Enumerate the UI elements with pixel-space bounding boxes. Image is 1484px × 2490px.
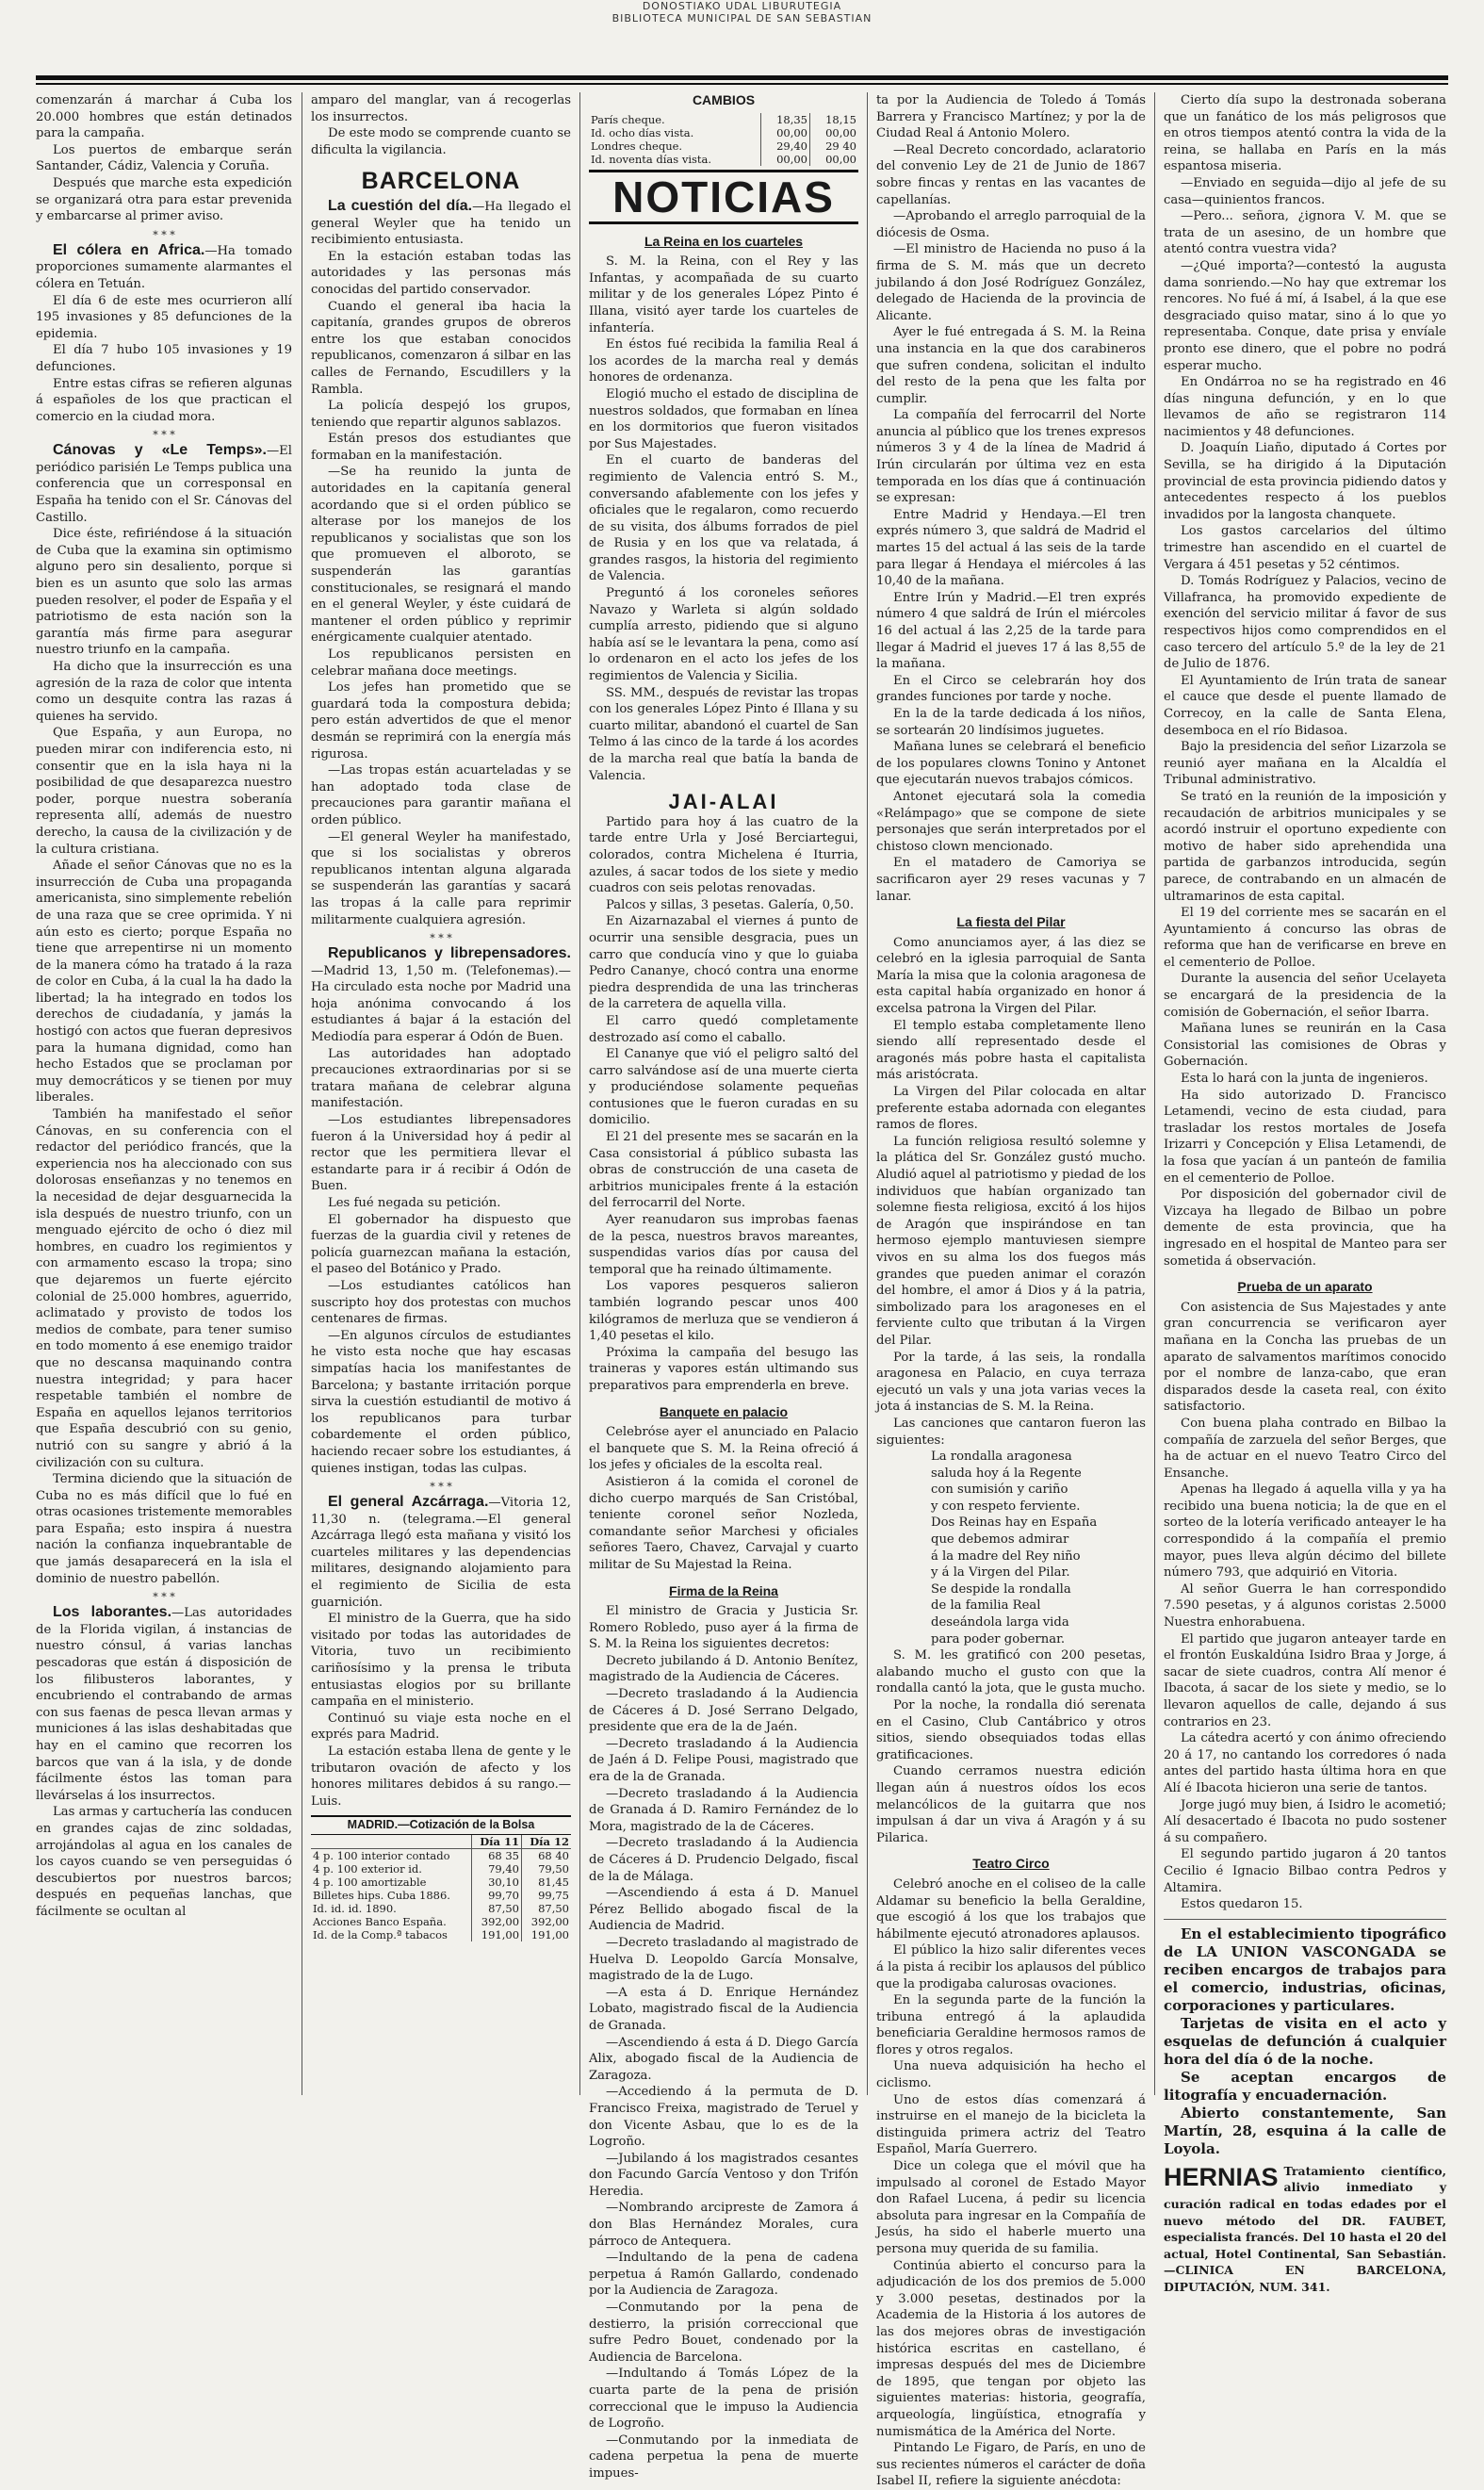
- heading-republicanos: Republicanos y librepensadores.: [328, 945, 571, 962]
- paragraph: Cierto día supo la destronada soberana que un fanático de los más peligrosos que en otros tiempos atentó contra la vida de la reina, se hallaba en París en la más espantosa miseria.: [1164, 93, 1446, 174]
- cambios-cell: Londres cheque.: [591, 139, 683, 153]
- heading-teatro: Teatro Circo: [972, 1856, 1050, 1872]
- paragraph: Preguntó á los coroneles señores Navazo y Warleta si algún soldado cumplía arresto, pidiendo que si alguno había así se le levantara la pena, como así lo ordenaron en el acto los jefes de los regimientos de Valencia y Sicilia.: [589, 586, 858, 684]
- column-separator: [867, 92, 868, 2095]
- article-republicanos: Republicanos y librepensadores.—Madrid 13, 1,50 m. (Telefonemas).—Ha circulado esta noche por Madrid una hoja anónima convocando á los estudiantes á bajar á la estación del Mediodía para esperar á Odón de Buen.: [311, 945, 571, 1045]
- paragraph: —Accediendo á la permuta de D. Francisco Freixa, magistrado de Teruel y don Vicente Asbau, que lo es de la Logroño.: [589, 2085, 858, 2150]
- bolsa-row: [311, 1848, 571, 1862]
- paragraph: El día 6 de este mes ocurrieron allí 195 invasiones y 85 defunciones de la epidemia.: [36, 293, 292, 341]
- bolsa-header-row: [311, 1835, 571, 1849]
- paragraph: En el Circo se celebrarán hoy dos grandes funciones por tarde y noche.: [876, 673, 1146, 705]
- paragraph: Con buena plaha contrado en Bilbao la compañía de zarzuela del señor Berges, que ha de actuar en el nuevo Teatro Circo del Ensanche.: [1164, 1416, 1446, 1481]
- bolsa-cell: 79,40: [471, 1862, 521, 1876]
- paragraph: El Cananye que vió el peligro saltó del carro salvándose así de una muerte cierta y produciéndose solamente pequeñas contusiones que le fueron curadas en su domicilio.: [589, 1047, 858, 1128]
- paragraph: Estos quedaron 15.: [1181, 1897, 1303, 1912]
- bolsa-cell: Acciones Banco España.: [313, 1914, 447, 1928]
- paragraph: El ministro de la Guerra, que ha sido visitado por todas las autoridades de Vitoria, tuvo un recibimiento cariñosísimo y la prensa le tributa entusiastas elogios por su brillante campaña en el ministerio.: [311, 1612, 571, 1710]
- bolsa-cell: Id. de la Comp.ª tabacos: [313, 1927, 448, 1941]
- paragraph: Ayer le fué entregada á S. M. la Reina una instancia en la que dos carabineros que sufren condena, solicitan el indulto del resto de la pena que les falta por cumplir.: [876, 325, 1146, 406]
- paragraph: Elogió mucho el estado de disciplina de nuestros soldados, que formaban en línea en los dormitorios que fueron visitados por Sus Majestades.: [589, 386, 858, 451]
- bolsa-cell: 191,00: [471, 1928, 521, 1941]
- heading-azcarraga: El general Azcárraga.: [328, 1494, 489, 1511]
- paragraph: —El ministro de Hacienda no puso á la firma de S. M. más que un decreto jubilando á don José Rodríguez González, delegado de Hacienda de la provincia de Alicante.: [876, 242, 1146, 323]
- paragraph: Entre Madrid y Hendaya.—El tren exprés número 3, que saldrá de Madrid el martes 15 del actual á las seis de la tarde para llegar á Hendaya el miércoles á las 10,40 de la mañana.: [876, 507, 1146, 589]
- cambios-row: [589, 139, 858, 153]
- paragraph: La cátedra acertó y con ánimo ofreciendo 20 á 17, no cantando los corredores ó nada antes del partido hasta última hora en que Alí é Ibacota hicieron una serie de tantos.: [1164, 1731, 1446, 1795]
- paragraph: En Aizarnazabal el viernes á punto de ocurrir una sensible desgracia, pues un carro que conducía vino y que lo guiaba Pedro Cananye, chocó contra una enorme piedra desprendida de una las trincheras de la carretera de aquella villa.: [589, 914, 858, 1012]
- paragraph: En la segunda parte de la función la tribuna entregó á la aplaudida beneficiaria Geraldine hermosos ramos de flores y otros regalos.: [876, 1993, 1146, 2057]
- bolsa-row: [311, 1876, 571, 1889]
- column-4: [876, 92, 1146, 2489]
- paragraph: —Indultando de la pena de cadena perpetua á Ramón Gallardo, condenado por la Audiencia de Zaragoza.: [589, 2251, 858, 2299]
- verse-line: para poder gobernar.: [931, 1631, 1066, 1646]
- ad-direccion: Abierto constantemente, San Martín, 28, esquina á la calle de Loyola.: [1164, 2104, 1446, 2157]
- bolsa-cell: 4 p. 100 amortizable: [313, 1875, 427, 1889]
- column-separator: [579, 92, 580, 2095]
- column-2: [311, 92, 571, 2090]
- verse-line: saluda hoy á la Regente: [931, 1466, 1082, 1481]
- cambios-row: [589, 153, 858, 166]
- paragraph: Por la tarde, á las seis, la rondalla aragonesa en Palacio, en cuya terraza ejecutó un vals y una jota varias veces la jota á instancias de S. M. la Reina.: [876, 1350, 1146, 1415]
- masthead: [0, 0, 1484, 28]
- section-stars: * * *: [153, 429, 175, 442]
- article-laborantes: Los laborantes.—Las autoridades de la Florida vigilan, á instancias de nuestro cónsul, á varias lanchas pescadoras que están á disposición de los filibusteros laborantes, y encubriendo el contrabando de armas con sus faenas de pesca llevan armas y municiones á las islas deshabitadas que hay en el camino que recorren los barcos que van á la isla, y de donde fácilmente éstos las toman para llevárselas á los insurrectos.: [36, 1604, 293, 1803]
- paragraph: Decreto jubilando á D. Antonio Benítez, magistrado de la Audiencia de Cáceres.: [589, 1653, 858, 1685]
- paragraph: El templo estaba completamente lleno siendo allí representado desde el aragonés más pobre hasta el capitalista más aristócrata.: [876, 1018, 1146, 1083]
- bolsa-cell: 79,50: [522, 1862, 571, 1876]
- hernias-text: Tratamiento científico, alivio inmediato y curación radical en todas edades por el nuevo método del DR. FAUBET, especialista francés. Del 10 hasta el 20 del actual, Hotel Continental, San Sebastián.—CLINICA EN BARCELONA, DIPUTACIÓN, NUM. 341.: [1164, 2163, 1446, 2294]
- section-heading-barcelona: BARCELONA: [361, 168, 521, 195]
- heading-canovas: Cánovas y «Le Temps».: [53, 442, 267, 459]
- paragraph: Por disposición del gobernador civil de Vizcaya ha llegado de Bilbao un pobre demente de esta provincia, que ha ingresado en el hospital de Manteo para ser sometida á observación.: [1164, 1188, 1446, 1269]
- paragraph: —Los estudiantes católicos han suscripto hoy dos protestas con muchos centenares de firmas.: [311, 1278, 571, 1327]
- paragraph: El Ayuntamiento de Irún trata de sanear el cauce que desde el puente llamado de Correcoy, en la calle de Santa Elena, desemboca en el río Bidasoa.: [1164, 673, 1446, 738]
- heading-banquete: Banquete en palacio: [659, 1403, 789, 1419]
- verse-line: que debemos admirar: [931, 1532, 1069, 1548]
- bolsa-row: [311, 1928, 571, 1941]
- paragraph: Ayer reanudaron sus improbas faenas de la pesca, nuestros bravos mareantes, suspendidas varios días por causa del temporal que ha reinado últimamente.: [589, 1213, 858, 1277]
- cambios-row: [589, 113, 858, 126]
- masthead-line2: BIBLIOTECA MUNICIPAL DE SAN SEBASTIAN: [612, 12, 872, 25]
- paragraph: El 21 del presente mes se sacarán en la Casa consistorial á público subasta las obras de construcción de una caseta de arbitrios municipales frente á la estación del ferrocarril del Norte.: [589, 1130, 858, 1211]
- bolsa-cell: 99,75: [522, 1889, 571, 1902]
- section-stars: * * *: [153, 1591, 175, 1604]
- column-5: [1164, 92, 1446, 2294]
- paragraph: —Decreto trasladando al magistrado de Huelva D. Leopoldo García Monsalve, magistrado de la de Lugo.: [589, 1935, 858, 1984]
- bolsa-cell: Id. id. id. 1890.: [313, 1901, 397, 1915]
- paragraph: En éstos fué recibida la familia Real á los acordes de la marcha real y demás honores de ordenanza.: [589, 337, 858, 385]
- paragraph: Termina diciendo que la situación de Cuba no es más difícil que lo fué en otras ocasiones tristemente memorables para España; esto inspira á nuestra nación la confianza inquebrantable de que jamás desaparecerá en la isla el dominio de nuestro pabellón.: [36, 1472, 292, 1586]
- bolsa-cell: 191,00: [522, 1928, 571, 1941]
- verse-line: con sumisión y cariño: [931, 1483, 1068, 1498]
- heading-cuestion: La cuestión del día.: [328, 197, 473, 214]
- cambios-cell: 00,00: [810, 153, 859, 166]
- heading-colera: El cólera en Africa.: [53, 241, 205, 258]
- paragraph: —Aprobando el arreglo parroquial de la diócesis de Osma.: [876, 209, 1146, 240]
- paragraph: El ministro de Gracia y Justicia Sr. Romero Robledo, puso ayer á la firma de S. M. la Reina los siguientes decretos:: [589, 1604, 858, 1652]
- paragraph: Les fué negada su petición.: [328, 1196, 501, 1210]
- paragraph: En el matadero de Camoriya se sacrificaron ayer 29 reses vacunas y 7 lanar.: [876, 856, 1146, 904]
- cambios-cell: 00,00: [810, 126, 859, 139]
- heading-firma: Firma de la Reina: [669, 1582, 778, 1598]
- paragraph: —En algunos círculos de estudiantes he visto esta noche que hay escasas simpatías hacia los manifestantes de Barcelona; y bastante irritación porque sirva la cuestión estudiantil de motivo á los republicanos para turbar cobardemente el orden público, haciendo recaer sobre los estudiantes, á quienes instigan, todas las culpas.: [311, 1328, 571, 1476]
- bolsa-cell: 392,00: [522, 1915, 571, 1928]
- cambios-cell: 00,00: [760, 153, 809, 166]
- paragraph: Palcos y sillas, 3 pesetas. Galería, 0,50.: [606, 897, 855, 912]
- section-stars: * * *: [430, 932, 452, 945]
- paragraph: El día 7 hubo 105 invasiones y 19 defunciones.: [36, 343, 292, 374]
- paragraph: Uno de estos días comenzará á instruirse en el manejo de la bicicleta la distinguida primera actriz del Teatro Español, María Guerrero.: [876, 2092, 1146, 2157]
- paragraph: —A esta á D. Enrique Hernández Lobato, magistrado fiscal de la Audiencia de Granada.: [589, 1985, 858, 2033]
- paragraph: La estación estaba llena de gente y le tributaron ovación de afecto y los honores militares debidos á su rango.—Luis.: [311, 1745, 571, 1809]
- bolsa-cell: 68 40: [522, 1848, 571, 1862]
- cambios-table: [589, 113, 858, 166]
- paragraph: Dice éste, refiriéndose á la situación de Cuba que la examina sin optimismo alguno pero sin desaliento, porque si bien es un asunto que solo las armas pueden resolver, el poder de España y el patriotismo de esta nación son la garantía más firme para asegurar nuestro triunfo en la campaña.: [36, 527, 292, 658]
- verse-line: La rondalla aragonesa: [931, 1450, 1072, 1465]
- bolsa-header-cell: Día 12: [522, 1835, 571, 1849]
- ad-divider: [1164, 1919, 1446, 1920]
- cambios-cell: Id. ocho días vista.: [591, 125, 694, 139]
- masthead-line1: DONOSTIAKO UDAL LIBURUTEGIA: [642, 0, 842, 12]
- paragraph: Ha dicho que la insurrección es una agresión de la raza de color que intenta como un desquite contra las razas á quienes ha servido.: [36, 660, 292, 724]
- paragraph: Antonet ejecutará sola la comedia «Relámpago» que se compone de siete personajes que serán interpretados por el chistoso clown mencionado.: [876, 789, 1146, 854]
- bolsa-cell: 68 35: [471, 1848, 521, 1862]
- bolsa-cell: 30,10: [471, 1876, 521, 1889]
- paragraph: Asistieron á la comida el coronel de dicho cuerpo marqués de San Cristóbal, teniente coronel señor Nozleda, comandante señor Marchesi y oficiales señores Taero, Chavez, Carvajal y cuarto militar de Su Majestad la Reina.: [589, 1474, 858, 1572]
- heading-reina: La Reina en los cuarteles: [644, 233, 804, 249]
- paragraph: El público la hizo salir diferentes veces á la pista á recibir los aplausos del público que la prodigaba calurosas ovaciones.: [876, 1943, 1146, 1991]
- ad-litografia: Se aceptan encargos de litografía y encuadernación.: [1164, 2068, 1446, 2104]
- verse-line: Dos Reinas hay en España: [931, 1515, 1098, 1531]
- section-stars: * * *: [153, 228, 175, 241]
- paragraph: La compañía del ferrocarril del Norte anuncia al público que los trenes expresos números 3 y 4 de la línea de Madrid á Irún circularán por última vez en esta temporada en los días que á continuación se expresan:: [876, 408, 1146, 506]
- paragraph: Después que marche esta expedición se organizará otra para estar prevenida y embarcarse al primer aviso.: [36, 175, 292, 224]
- paragraph: El gobernador ha dispuesto que fuerzas de la guardia civil y retenes de policía guarnezcan mañana la estación, el paseo del Botánico y Prado.: [311, 1212, 571, 1277]
- paragraph: —Enviado en seguida—dijo al jefe de su casa—quinientos francos.: [1164, 175, 1446, 207]
- bolsa-cell: 4 p. 100 interior contado: [313, 1848, 450, 1862]
- heading-prueba: Prueba de un aparato: [1237, 1279, 1373, 1295]
- cambios-cell: 18,15: [810, 113, 859, 126]
- paragraph: —Indultando á Tomás López de la cuarta parte de la pena de prisión correccional que le impuso la Audiencia de Logroño.: [589, 2367, 858, 2432]
- top-rule: [36, 75, 1448, 80]
- cambios-cell: Id. noventa días vista.: [591, 152, 712, 166]
- paragraph: Los republicanos persisten en celebrar mañana doce meetings.: [311, 647, 571, 679]
- paragraph: Celebró anoche en el coliseo de la calle Aldamar su beneficio la bella Geraldine, que escogió á los que los trabajos que hábilmente ejecutó atronadores aplausos.: [876, 1876, 1146, 1941]
- paragraph: De este modo se comprende cuanto se dificulta la vigilancia.: [311, 126, 571, 157]
- paragraph: Están presos dos estudiantes que formaban en la manifestación.: [311, 432, 571, 463]
- article-azcarraga: El general Azcárraga.—Vitoria 12, 11,30 n. (telegrama.—El general Azcárraga llegó esta mañana y visitó los cuarteles militares y las dependencias militares, designando alojamiento para el regimiento de Sicilia de esta guarnición.: [311, 1494, 571, 1610]
- heading-pilar: La fiesta del Pilar: [956, 914, 1066, 930]
- paragraph: Cuando el general iba hacia la capitanía, grandes grupos de obreros entre los que estaban conocidos republicanos, comenzaron á silbar en las calles de Fernando, Escudillers y la Rambla.: [311, 299, 571, 397]
- bolsa-cell: 87,50: [522, 1902, 571, 1915]
- paragraph: Celebróse ayer el anunciado en Palacio el banquete que S. M. la Reina ofreció á los jefes y oficiales de la escolta real.: [589, 1425, 858, 1473]
- article-cuestion: La cuestión del día.—Ha llegado el general Weyler que ha tenido un recibimiento entusiasta.: [311, 197, 571, 248]
- verse-line: Se despide la rondalla: [931, 1581, 1071, 1597]
- bolsa-header-cell: [311, 1835, 471, 1849]
- bolsa-cell: 99,70: [471, 1889, 521, 1902]
- paragraph: La policía despejó los grupos, teniendo que repartir algunos sablazos.: [311, 399, 571, 430]
- paragraph: Los gastos carcelarios del último trimestre han ascendido en el cuartel de Vergara á 451 pesetas y 52 céntimos.: [1164, 524, 1446, 572]
- heading-jai-alai: JAI-ALAI: [668, 790, 779, 814]
- paragraph: Dice un colega que el móvil que ha impulsado al coronel de Estado Mayor don Rafael Lucena, á pedir su licencia absoluta para ingresar en la Compañía de Jesús, ha sido el haberle muerto una persona muy querida de su familia.: [876, 2159, 1146, 2256]
- cambios-cell: 29 40: [810, 139, 859, 153]
- cambios-cell: 00,00: [760, 126, 809, 139]
- paragraph: Mañana lunes se celebrará el beneficio de los populares clowns Tonino y Antonet que ejecutarán nuevos trabajos cómicos.: [876, 740, 1146, 788]
- article-colera: El cólera en Africa.—Ha tomado proporciones sumamente alarmantes el cólera en Tetuán.: [36, 241, 293, 291]
- paragraph: Con asistencia de Sus Majestades y ante gran concurrencia se verificaron ayer mañana en la Concha las pruebas de un aparato de salvamentos marítimos conocido por el nombre de lanza-cabo, que eran disparados desde la caseta real, con éxito satisfactorio.: [1164, 1300, 1446, 1415]
- paragraph: Por la noche, la rondalla dió serenata en el Casino, Club Cantábrico y otros sitios, siendo obsequiados todas ellas gratificaciones.: [876, 1698, 1146, 1762]
- column-1: [36, 92, 292, 2090]
- paragraph: —Decreto trasladando á la Audiencia de Jaén á D. Felipe Pousi, magistrado que era de la de Granada.: [589, 1736, 858, 1785]
- paragraph: Añade el señor Cánovas que no es la insurrección de Cuba una propaganda americanista, sino simplemente rebelión de una raza que se cree oprimida. Y ni aún esto es cierto; porque España no tiene que arrepentirse ni un momento de la manera cómo ha tratado á la raza de color en Cuba, á la cual la ha dado la libertad; la ha integrado en todos los derechos de ciudadanía, y jamás la hostigó con actos que fueran depresivos para la humana dignidad, como han hecho Estados que se proclaman por muy democráticos y se tienen por muy liberales.: [36, 859, 292, 1106]
- paragraph: En Ondárroa no se ha registrado en 46 días ninguna defunción, y en lo que llevamos de año se registraron 114 nacimientos y 48 defunciones.: [1164, 375, 1446, 439]
- paragraph: Jorge jugó muy bien, á Isidro le acometió; Alí desacertado é Ibacota no pudo sostener á su compañero.: [1164, 1797, 1446, 1845]
- paragraph: Que España, y aun Europa, no pueden mirar con indiferencia esto, ni consentir que en la isla haya ni la posibilidad de que desaparezca nuestro poder, porque nuestra soberanía representa allí, además de nuestro derecho, la causa de la civilización y de la cultura cristiana.: [36, 726, 292, 857]
- paragraph: comenzarán á marchar á Cuba los 20.000 hombres que están detinados para la campaña.: [36, 93, 292, 141]
- cambios-cell: París cheque.: [591, 112, 665, 126]
- verse-line: y á la Virgen del Pilar.: [931, 1565, 1070, 1581]
- paragraph: —Ascendiendo á esta á D. Manuel Pérez Bellido abogado fiscal de la Audiencia de Madrid.: [589, 1886, 858, 1934]
- paragraph: Los puertos de embarque serán Santander, Cádiz, Valencia y Coruña.: [36, 142, 292, 174]
- paragraph: SS. MM., después de revistar las tropas con los generales López Pinto é Illana y su cuarto militar, abandonó el cuartel de San Telmo á las cinco de la tarde á los acordes de la marcha real que batía la banda de Valencia.: [589, 685, 858, 783]
- paragraph: Continuó su viaje esta noche en el exprés para Madrid.: [311, 1711, 571, 1743]
- paragraph: —Decreto trasladando á la Audiencia de Cáceres á D. Prudencio Delgado, fiscal de la de Málaga.: [589, 1836, 858, 1884]
- paragraph: —Conmutando por la pena de destierro, la prisión correccional que sufre Pedro Bouet, condenado por la Audiencia de Barcelona.: [589, 2301, 858, 2365]
- ad-tipografia: En el establecimiento tipográfico de LA UNION VASCONGADA se reciben encargos de trabajos para el comercio, industrias, oficinas, corporaciones y particulares.: [1164, 1925, 1446, 2014]
- paragraph: Una nueva adquisición ha hecho el ciclismo.: [876, 2059, 1146, 2091]
- hernias-heading: HERNIAS: [1164, 2162, 1279, 2191]
- bolsa-cell: 87,50: [471, 1902, 521, 1915]
- verse-line: á la madre del Rey niño: [931, 1548, 1081, 1564]
- bolsa-table: [311, 1835, 571, 1941]
- paragraph: D. Tomás Rodríguez y Palacios, vecino de Villafranca, ha promovido expediente de exención del servicio militar á favor de sus respectivos hijos como comprendidos en el caso tercero del artículo 5.º de la ley de 21 de Julio de 1876.: [1164, 574, 1446, 672]
- heading-laborantes: Los laborantes.: [53, 1604, 172, 1621]
- paragraph: —Los estudiantes librepensadores fueron á la Universidad hoy á pedir al rector que les permitiera llevar el estandarte para ir á recibir á Odón de Buen.: [311, 1113, 571, 1194]
- paragraph: El segundo partido jugaron á 20 tantos Cecilio é Ignacio Bilbao contra Pedros y Altamira.: [1164, 1847, 1446, 1895]
- paragraph: Las canciones que cantaron fueron las siguientes:: [876, 1416, 1146, 1448]
- paragraph: —Ascendiendo á esta á D. Diego García Alix, abogado fiscal de la Audiencia de Zaragoza.: [589, 2035, 858, 2083]
- paragraph: El partido que jugaron anteayer tarde en el frontón Euskaldúna Isidro Braa y Jorge, á sacar de siete cuadros, contra Alí menor é Ibacota, á sacar de los siete y medio, se lo llevaron aquellos de calle, dejando á sus contrarios en 23.: [1164, 1631, 1446, 1729]
- ad-tarjetas: Tarjetas de visita en el acto y esquelas de defunción á cualquier hora del día ó de la noche.: [1164, 2014, 1446, 2068]
- verse-line: deseándola larga vida: [931, 1615, 1069, 1630]
- bolsa-row: [311, 1889, 571, 1902]
- paragraph: Durante la ausencia del señor Ucelayeta se encargará de la presidencia de la comisión de Gobernación, el señor Ibarra.: [1164, 972, 1446, 1020]
- paragraph: Mañana lunes se reunirán en la Casa Consistorial las comisiones de Obras y Gobernación.: [1164, 1022, 1446, 1070]
- column-3: [589, 92, 858, 2481]
- paragraph: —Se ha reunido la junta de autoridades en la capitanía general acordando que si el orden público se alterase por los manejos de los republicanos y socialistas que son los que promueven el alboroto, se suspenderán las garantías constitucionales, se resignará el mando en el general Weyler, y éste cuidará de mantener el orden público y reprimir enérgicamente cualquier atentado.: [311, 465, 571, 646]
- top-rule-thin: [36, 83, 1448, 85]
- song-verse: [876, 1449, 1146, 1647]
- bolsa-row: [311, 1915, 571, 1928]
- column-separator: [1154, 92, 1155, 2095]
- article-canovas: Cánovas y «Le Temps».—El periódico parisién Le Temps publica una conferencia que un corresponsal en España ha tenido con el Sr. Cánovas del Castillo.: [36, 442, 292, 525]
- paragraph: ta por la Audiencia de Toledo á Tomás Barrera y Francisco Martínez; y por la de Ciudad Real á Antonio Molero.: [876, 93, 1146, 141]
- paragraph: Los vapores pesqueros salieron también logrando pescar unos 400 kilógramos de merluza que se vendieron á 1,40 pesetas el kilo.: [589, 1279, 858, 1344]
- bolsa-title: MADRID.—Cotización de la Bolsa: [311, 1815, 571, 1835]
- bolsa-row: [311, 1902, 571, 1915]
- noticias-heading: NOTICIAS: [589, 170, 858, 224]
- paragraph: —Decreto trasladando á la Audiencia de Granada á D. Ramiro Fernández de lo Mora, magistrado de la de Cáceres.: [589, 1786, 858, 1834]
- paragraph: También ha manifestado el señor Cánovas, en su conferencia con el redactor del periódico francés, que la experiencia nos ha aleccionado con sus dolorosas enseñanzas y no tenemos en la necesidad de dejar desguarnecida la isla después de nuestro triunfo, con un menguado ejército de ocho ó diez mil hombres, en cuadro los regimientos y con armamento escaso la tropa; sino que dejaremos un fuerte ejército colonial de 25.000 hombres, aguerrido, aclimatado y provisto de todos los medios de combate, para tener sumiso en todo momento á ese enemigo traidor que no descansa maquinando contra nuestra integridad; y para hacer respetable también el nombre de España en aquellos lejanos territorios que España descubrió con su genio, nutrió con su sangre y abrió á la civilización con su cultura.: [36, 1107, 292, 1470]
- cambios-row: [589, 126, 858, 139]
- paragraph: —¿Qué importa?—contestó la augusta dama sonriendo.—No hay que extremar los rencores. No fué á mí, á Isabel, á la que ese desgraciado quiso matar, sino á lo que yo representaba. Conque, date prisa y envíale pronto ese dinero, que el pobre no podrá esperar mucho.: [1164, 258, 1446, 373]
- paragraph: En la estación estaban todas las autoridades y las personas más conocidas del partido conservador.: [311, 249, 571, 297]
- paragraph: —Pero... señora, ¿ignora V. M. que se trata de un asesino, de un hombre que atentó contra vuestra vida?: [1164, 209, 1446, 257]
- paragraph: La Virgen del Pilar colocada en altar preferente estaba adornada con elegantes ramos de flores.: [876, 1085, 1146, 1133]
- paragraph: Como anunciamos ayer, á las diez se celebró en la iglesia parroquial de Santa María la misa que la colonia aragonesa de esta capital había organizado en honor á excelsa patrona la Virgen del Pilar.: [876, 935, 1146, 1017]
- paragraph: En el cuarto de banderas del regimiento de Valencia entró S. M., conversando afablemente con los jefes y oficiales que le regalaron, como recuerdo de su visita, dos álbums forrados de piel de Rusia y en los que va relatada, á grandes rasgos, la historia del regimiento de Valencia.: [589, 453, 858, 584]
- paragraph: —Nombrando arcipreste de Zamora á don Blas Hernández Morales, cura párroco de Antequera.: [589, 2201, 858, 2249]
- bolsa-cell: 81,45: [522, 1876, 571, 1889]
- paragraph: —Real Decreto concordado, aclaratorio del convenio Ley de 21 de Junio de 1867 sobre fincas y rentas en las vacantes de capellanías.: [876, 142, 1146, 207]
- paragraph: —Conmutando por la inmediata de cadena perpetua la pena de muerte impues-: [589, 2433, 858, 2481]
- paragraph: Apenas ha llegado á aquella villa y ya ha recibido una buena noticia; la de que en el sorteo de la lotería verificado anteayer le ha correspondido á la compañía el premio mayor, pues lleva algún décimo del billete número 793, que adquirió en Vitoria.: [1164, 1483, 1446, 1581]
- paragraph: Cuando cerramos nuestra edición llegan aún á nuestros oídos los ecos melancólicos de la guitarra que nos impulsan á dar un viva á Aragón y á su Pilarica.: [876, 1764, 1146, 1845]
- paragraph: Ha sido autorizado D. Francisco Letamendi, vecino de esta ciudad, para trasladar los restos mortales de Josefa Irizarri y Concepción y Elisa Letamendi, de la fosa que yacían á un panteón de familia en el cementerio de Polloe.: [1164, 1088, 1446, 1186]
- paragraph: Próxima la campaña del besugo las traineras y vapores están ultimando sus preparativos para emprenderla en breve.: [589, 1345, 858, 1393]
- bolsa-header-cell: Día 11: [471, 1835, 521, 1849]
- paragraph: El 19 del corriente mes se sacarán en el Ayuntamiento á concurso las obras de reforma que han de verificarse en breve en el cementerio de Polloe.: [1164, 906, 1446, 970]
- paragraph: Partido para hoy á las cuatro de la tarde entre Urla y José Berciartegui, colorados, contra Michelena é Iturria, azules, á sacar todos de los siete y medio cuadros con seis pelotas renovadas.: [589, 814, 858, 896]
- paragraph: Entre Irún y Madrid.—El tren exprés número 4 que saldrá de Irún el miércoles 16 del actual á las 2,25 de la tarde para llegar á Madrid el jueves 17 á las 8,55 de la mañana.: [876, 590, 1146, 672]
- paragraph: —Las tropas están acuarteladas y se han adoptado toda clase de precauciones para garantir mañana el orden público.: [311, 763, 571, 827]
- paragraph: S. M. la Reina, con el Rey y las Infantas, y acompañada de su cuarto militar y de los generales López Pinto é Illana, visitó ayer tarde los cuarteles de infantería.: [589, 254, 858, 336]
- paragraph: La función religiosa resultó solemne y la plática del Sr. González gustó mucho. Aludió aquel al patriotismo y piedad de los individuos que habían organizado tan solemne fiesta religiosa, excitó á los hijos de Aragón que inspirándose en tan hermoso ejemplo mantuviesen siempre vivos en su alma los dos fuegos más grandes que pueden animar el corazón del hombre, el amor á Dios y á la patria, simbolizado para los aragoneses en el ferviente culto que tributan á la Virgen del Pilar.: [876, 1134, 1146, 1348]
- paragraph: Pintando Le Figaro, de París, en uno de sus recientes números el carácter de doña Isabel II, refiere la siguiente anécdota:: [876, 2441, 1146, 2489]
- paragraph: Se trató en la reunión de la imposición y recaudación de arbitrios municipales y se acordó instruir el oportuno expediente con motivo de haber sido aprehendida una partida de garbanzos introducida, según parece, de contrabando en un almacén de ultramarinos de esta capital.: [1164, 789, 1446, 904]
- paragraph: S. M. les gratificó con 200 pesetas, alabando mucho el gusto con que la rondalla cantó la jota, que le gusta mucho.: [876, 1648, 1146, 1696]
- paragraph: En la de la tarde dedicada á los niños, se sortearán 20 lindísimos juguetes.: [876, 706, 1146, 738]
- verse-line: y con respeto ferviente.: [931, 1499, 1081, 1514]
- ad-hernias: [1164, 2164, 1446, 2297]
- paragraph: —Jubilando á los magistrados cesantes don Facundo García Ventoso y don Trifón Heredia.: [589, 2151, 858, 2199]
- verse-line: de la familia Real: [931, 1598, 1041, 1614]
- paragraph: —El general Weyler ha manifestado, que si los socialistas y obreros republicanos intentan alguna algarada se suspenderán las garantías y sacará las tropas á la calle para reprimir militarmente cualquiera agresión.: [311, 829, 571, 927]
- paragraph: Esta lo hará con la junta de ingenieros.: [1181, 1072, 1428, 1087]
- cambios-cell: 29,40: [760, 139, 809, 153]
- paragraph: El carro quedó completamente destrozado así como el caballo.: [589, 1013, 858, 1045]
- cambios-title: CAMBIOS: [692, 92, 756, 107]
- paragraph: D. Joaquín Liaño, diputado á Cortes por Sevilla, se ha dirigido á la Diputación provincial de esta provincia pidiendo datos y antecedentes respecto á los pueblos invadidos por la langosta chanquete.: [1164, 441, 1446, 522]
- paragraph: Las armas y cartuchería las conducen en grandes cajas de zinc soldadas, arrojándolas al agua en los canales de los cayos cuando se ven perseguidas ó descubiertos por nuestros barcos; después en pequeñas lanchas, que fácilmente se ocultan al: [36, 1805, 292, 1919]
- section-stars: * * *: [430, 1481, 452, 1494]
- paragraph: Entre estas cifras se refieren algunas á españoles de los que practican el comercio en la ciudad mora.: [36, 376, 292, 424]
- cambios-cell: 18,35: [760, 113, 809, 126]
- paragraph: —Decreto trasladando á la Audiencia de Cáceres á D. José Serrano Delgado, presidente que era de la de Jaén.: [589, 1687, 858, 1735]
- bolsa-cell: 4 p. 100 exterior id.: [313, 1861, 422, 1876]
- bolsa-cell: 392,00: [471, 1915, 521, 1928]
- paragraph: Los jefes han prometido que se guardará toda la compostura debida; pero están advertidos de que el menor desmán se reprimirá con la energía más rigurosa.: [311, 680, 571, 762]
- paragraph: Bajo la presidencia del señor Lizarzola se reunió ayer mañana en la Alcaldía el Tribunal administrativo.: [1164, 740, 1446, 788]
- paragraph: Continúa abierto el concurso para la adjudicación de los dos premios de 5.000 y 3.000 pesetas, destinados por la Academia de la Historia á los autores de las dos mejores obras de investigación histórica escritas en castellano, é impresas después del mes de Diciembre de 1895, que tengan por objeto las siguientes materias: historia, geografía, arqueología, lingüística, etnografía y numismática de la América del Norte.: [876, 2258, 1146, 2439]
- paragraph: Al señor Guerra le han correspondido 7.590 pesetas, y á algunos coristas 2.5000 Nuestra enhorabuena.: [1164, 1581, 1446, 1630]
- paragraph: amparo del manglar, van á recogerlas los insurrectos.: [311, 93, 571, 124]
- paragraph: Las autoridades han adoptado precauciones extraordinarias por si se tratara mañana de celebrar alguna manifestación.: [311, 1046, 571, 1111]
- bolsa-cell: Billetes hips. Cuba 1886.: [313, 1888, 450, 1902]
- bolsa-row: [311, 1862, 571, 1876]
